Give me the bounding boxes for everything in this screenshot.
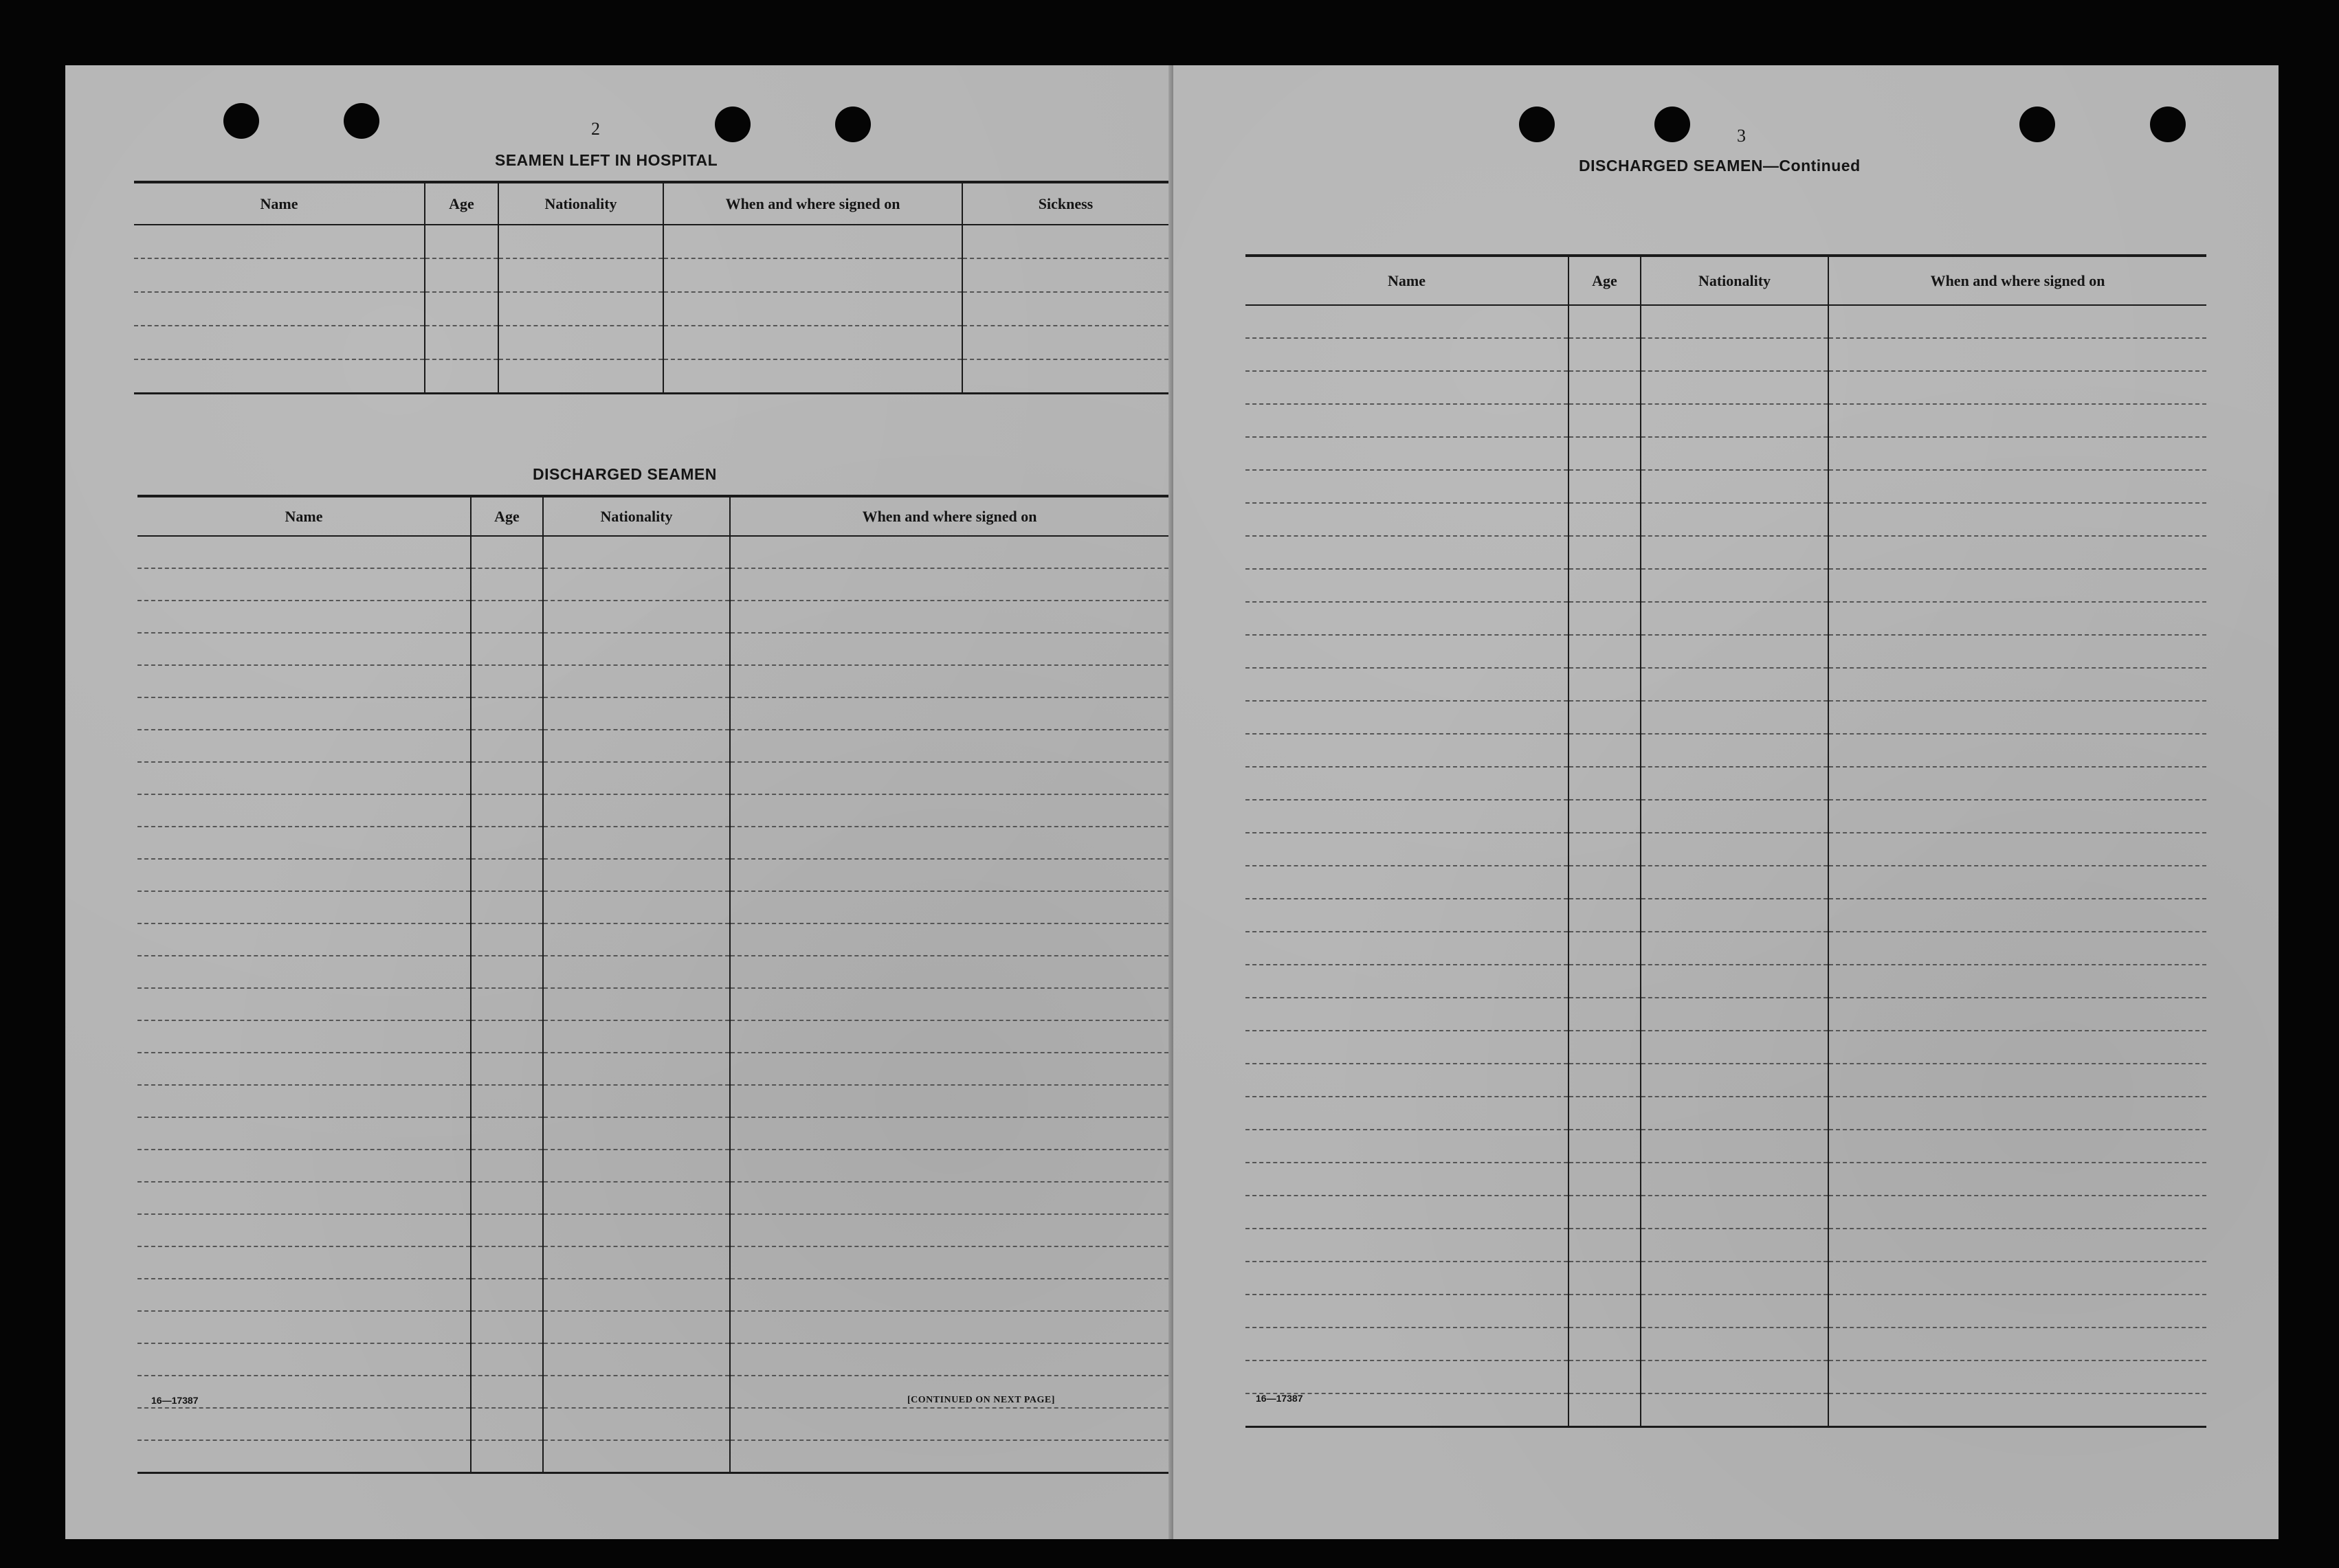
section-title-suffix: —Continued <box>1762 157 1861 175</box>
column-header: Sickness <box>962 182 1168 225</box>
table-row <box>137 1311 1168 1343</box>
continued-note: [CONTINUED ON NEXT PAGE] <box>907 1395 1055 1405</box>
table-row <box>137 1150 1168 1182</box>
table-row <box>137 1053 1168 1085</box>
table-row <box>137 956 1168 988</box>
discharged-seamen-table <box>137 495 1168 1474</box>
punch-hole-icon <box>2019 107 2055 142</box>
table-row <box>1245 701 2206 734</box>
table-row <box>1245 1262 2206 1295</box>
table-row <box>1245 1229 2206 1262</box>
table-row <box>1245 1130 2206 1163</box>
table-row <box>137 827 1168 859</box>
table-row <box>137 988 1168 1020</box>
table-row <box>137 1085 1168 1117</box>
column-header: When and where signed on <box>1828 256 2206 305</box>
table-row <box>1245 470 2206 503</box>
table-row <box>1245 1295 2206 1328</box>
column-header: When and where signed on <box>663 182 962 225</box>
table-row <box>1245 998 2206 1031</box>
table-row <box>137 1182 1168 1214</box>
table-row <box>1245 932 2206 965</box>
section-title: DISCHARGED SEAMEN <box>533 465 717 483</box>
table-row <box>1245 569 2206 602</box>
table-row <box>134 359 1168 393</box>
table-row <box>1245 338 2206 371</box>
column-header: Nationality <box>1641 256 1828 305</box>
punch-hole-icon <box>344 103 379 139</box>
table-row <box>1245 437 2206 470</box>
table-row <box>137 697 1168 730</box>
table-row <box>137 1117 1168 1150</box>
table-row <box>1245 1097 2206 1130</box>
table-row <box>1245 866 2206 899</box>
table-row <box>137 762 1168 794</box>
section-title-main: DISCHARGED SEAMEN <box>1579 157 1763 175</box>
punch-hole-icon <box>2150 107 2186 142</box>
column-header: Age <box>1568 256 1641 305</box>
column-header: Name <box>1245 256 1568 305</box>
table-row <box>137 1408 1168 1440</box>
column-header: Nationality <box>498 182 663 225</box>
table-row <box>1245 1031 2206 1064</box>
table-row <box>137 730 1168 762</box>
table-row <box>137 1020 1168 1053</box>
table-row <box>1245 602 2206 635</box>
column-header: When and where signed on <box>730 496 1168 536</box>
table-row <box>137 665 1168 697</box>
table-row <box>1245 899 2206 932</box>
table-row <box>1245 404 2206 437</box>
table-row <box>137 794 1168 827</box>
table-row <box>1245 767 2206 800</box>
table-row <box>137 923 1168 956</box>
table-row <box>1245 1360 2206 1393</box>
table-row <box>1245 1328 2206 1360</box>
column-header: Age <box>471 496 543 536</box>
section-title: SEAMEN LEFT IN HOSPITAL <box>495 151 718 169</box>
table-row <box>137 633 1168 665</box>
table-row <box>1245 965 2206 998</box>
table-row <box>137 568 1168 601</box>
punch-hole-icon <box>835 107 871 142</box>
hospital-seamen-table <box>134 181 1168 394</box>
table-row <box>137 891 1168 923</box>
column-header: Name <box>137 496 471 536</box>
column-header: Nationality <box>543 496 730 536</box>
punch-hole-icon <box>1654 107 1690 142</box>
table-row <box>1245 635 2206 668</box>
table-row <box>1245 371 2206 404</box>
table-row <box>137 1279 1168 1311</box>
section-title <box>1579 157 1861 175</box>
page-number: 2 <box>591 119 600 139</box>
table-row <box>137 859 1168 891</box>
table-row <box>1245 305 2206 338</box>
table-row <box>1245 1393 2206 1426</box>
table-row <box>134 225 1168 258</box>
right-page <box>1173 65 2279 1539</box>
table-row <box>1245 1064 2206 1097</box>
table-row <box>137 1440 1168 1472</box>
table-row <box>137 1214 1168 1246</box>
column-header: Name <box>134 182 425 225</box>
table-row <box>1245 503 2206 536</box>
left-page <box>65 65 1173 1539</box>
table-row <box>1245 800 2206 833</box>
table-row <box>134 292 1168 326</box>
table-row <box>1245 668 2206 701</box>
page-number: 3 <box>1737 126 1746 146</box>
table-row <box>137 1246 1168 1279</box>
punch-hole-icon <box>715 107 751 142</box>
column-header: Age <box>425 182 498 225</box>
punch-hole-icon <box>223 103 259 139</box>
table-row <box>1245 734 2206 767</box>
table-row <box>1245 536 2206 569</box>
punch-hole-icon <box>1519 107 1555 142</box>
table-row <box>134 258 1168 292</box>
table-row <box>134 326 1168 359</box>
discharged-seamen-continued-table <box>1245 254 2206 1428</box>
table-row <box>137 1343 1168 1376</box>
table-row <box>1245 833 2206 866</box>
table-row <box>1245 1196 2206 1229</box>
form-number: 16—17387 <box>1256 1393 1303 1404</box>
table-row <box>1245 1163 2206 1196</box>
table-row <box>137 536 1168 568</box>
form-number: 16—17387 <box>151 1395 199 1406</box>
table-row <box>137 601 1168 633</box>
